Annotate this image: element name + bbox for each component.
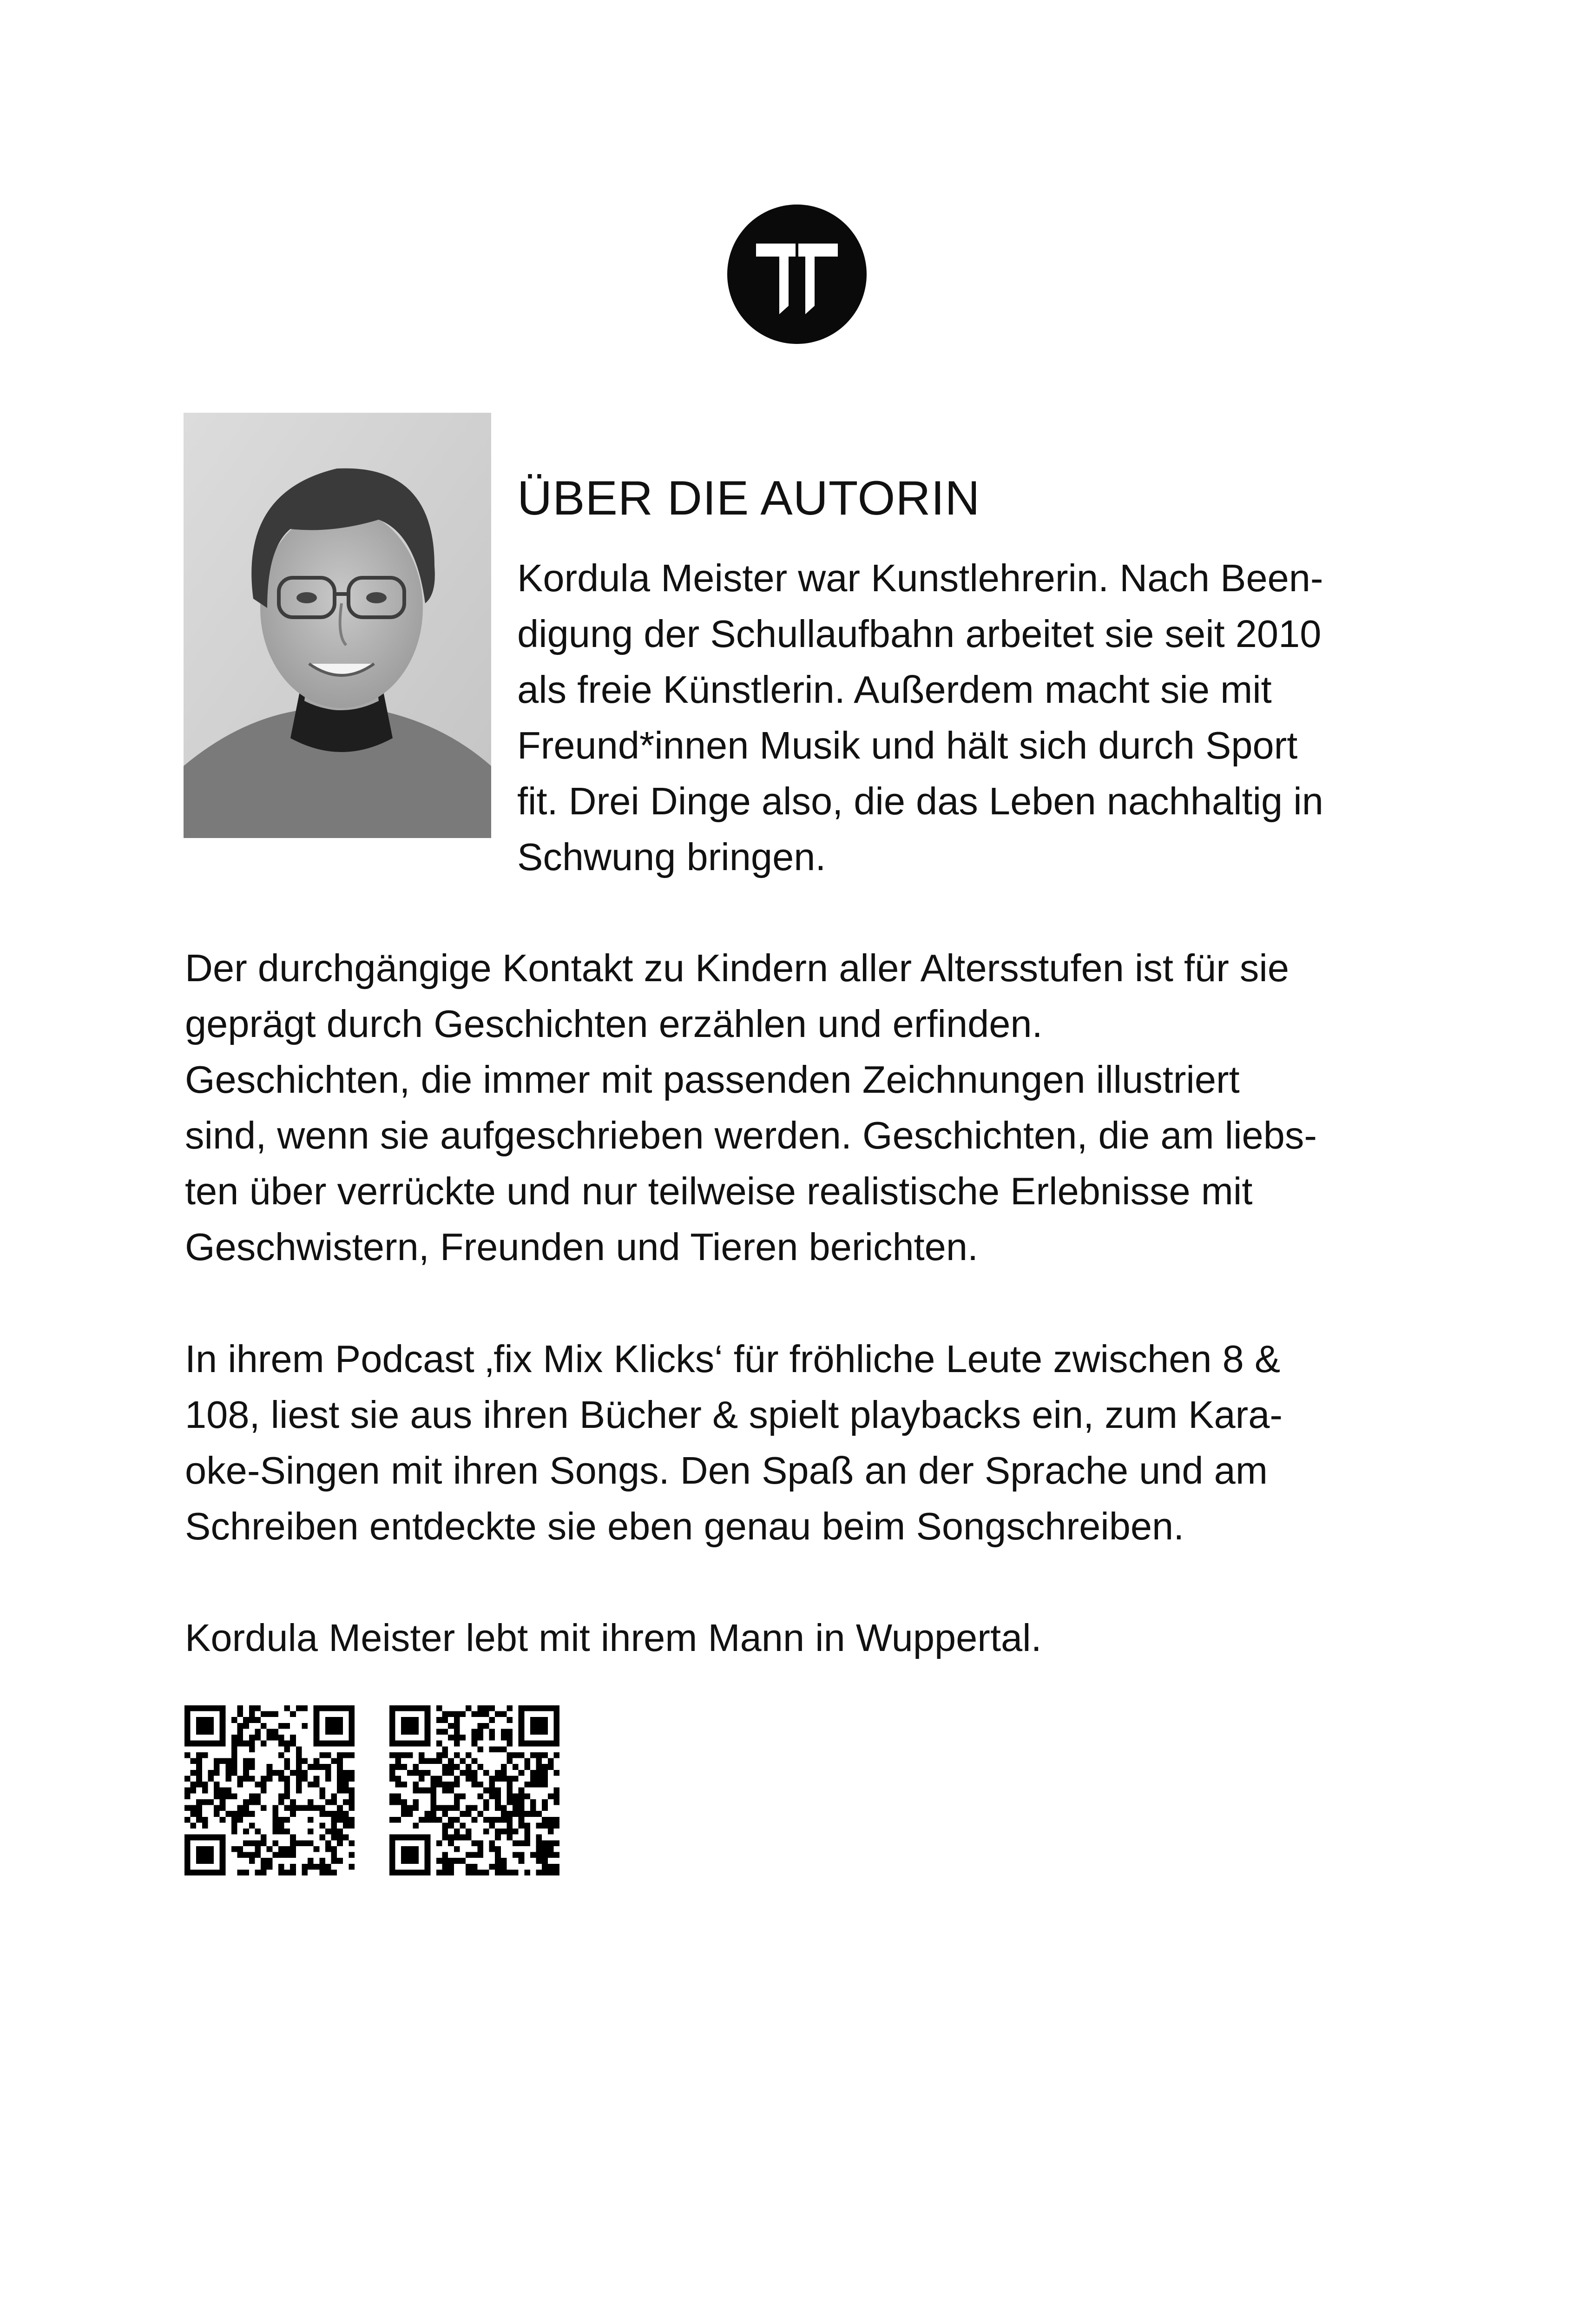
text-line: als freie Künstlerin. Außerdem macht sie mit: [517, 668, 1272, 711]
text-line: oke-Singen mit ihren Songs. Den Spaß an der Sprache und am: [185, 1449, 1268, 1492]
text-line: Kordula Meister lebt mit ihrem Mann in Wuppertal.: [185, 1616, 1042, 1659]
text-line: sind, wenn sie aufgeschrieben werden. Geschichten, die am liebs-: [185, 1114, 1317, 1157]
text-line: Geschwistern, Freunden und Tieren berichten.: [185, 1225, 979, 1268]
publisher-logo-icon: [727, 205, 867, 344]
text-line: Schreiben entdeckte sie eben genau beim Songschreiben.: [185, 1505, 1184, 1548]
text-line: Der durchgängige Kontakt zu Kindern aller Altersstufen ist für sie: [185, 946, 1289, 990]
qr-code-icon[interactable]: [184, 1705, 355, 1875]
text-line: geprägt durch Geschichten erzählen und erfinden.: [185, 1002, 1043, 1045]
text-line: Schwung bringen.: [517, 835, 826, 878]
bio-paragraph-residence: [185, 1610, 1042, 1666]
text-line: Kordula Meister war Kunstlehrerin. Nach Been-: [517, 556, 1323, 600]
qr-code-icon[interactable]: [389, 1705, 559, 1875]
text-line: In ihrem Podcast ‚fix Mix Klicks‘ für fröhliche Leute zwischen 8 &: [185, 1337, 1281, 1380]
text-line: digung der Schullaufbahn arbeitet sie seit 2010: [517, 612, 1322, 655]
bio-paragraph-podcast: [185, 1331, 1283, 1554]
text-line: Freund*innen Musik und hält sich durch Sport: [517, 724, 1298, 767]
author-photo: [184, 413, 491, 838]
text-line: fit. Drei Dinge also, die das Leben nachhaltig in: [517, 779, 1323, 823]
author-portrait-photo: [184, 413, 491, 838]
text-line: 108, liest sie aus ihren Bücher & spielt playbacks ein, zum Kara-: [185, 1393, 1283, 1436]
bio-paragraph-stories: [185, 940, 1317, 1275]
text-line: Geschichten, die immer mit passenden Zeichnungen illustriert: [185, 1058, 1240, 1101]
bio-intro-paragraph: [517, 550, 1323, 885]
text-line: ten über verrückte und nur teilweise realistische Erlebnisse mit: [185, 1169, 1253, 1213]
section-heading: ÜBER DIE AUTORIN: [517, 471, 980, 525]
